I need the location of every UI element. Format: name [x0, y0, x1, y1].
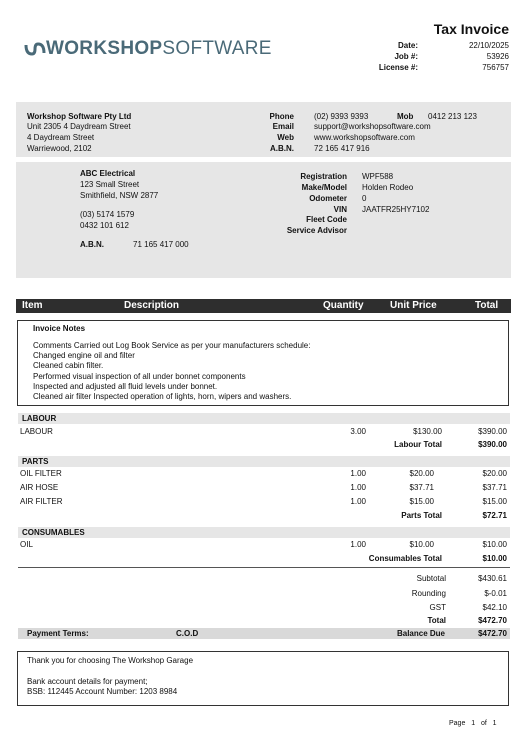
- customer-name: ABC Electrical: [80, 169, 136, 178]
- company-logo: [24, 38, 272, 60]
- page-of-label: of: [480, 720, 487, 727]
- col-quantity-header: Quantity: [323, 300, 364, 311]
- make-model-value: Holden Rodeo: [362, 183, 414, 192]
- registration-value: WPF588: [362, 172, 394, 181]
- parts-price: $20.00: [409, 469, 434, 478]
- license-value: 756757: [482, 63, 509, 72]
- mob-value: 0412 213 123: [428, 112, 477, 121]
- customer-abn-value: 71 165 417 000: [133, 240, 189, 249]
- job-label: Job #:: [394, 52, 418, 61]
- parts-qty: 1.00: [350, 469, 366, 478]
- invoice-note-line: Inspected and adjusted all fluid levels under bonnet.: [33, 382, 218, 391]
- payment-terms-label: Payment Terms:: [27, 629, 89, 638]
- consumables-section-band: [18, 527, 510, 538]
- parts-qty: 1.00: [350, 497, 366, 506]
- page-label: Page: [449, 720, 466, 727]
- thanks-text: Thank you for choosing The Workshop Garage: [27, 656, 194, 665]
- payment-terms-value: C.O.D: [176, 629, 199, 638]
- parts-price: $15.00: [409, 497, 434, 506]
- vin-value: JAATFR25HY7102: [362, 205, 430, 214]
- email-label: Email: [272, 122, 294, 131]
- invoice-note-line: Cleaned air filter Inspected operation of lights, horn, wipers and washers.: [33, 392, 292, 401]
- labour-item: LABOUR: [20, 427, 53, 436]
- consumables-total-label: Consumables Total: [368, 554, 442, 563]
- parts-total-value: $72.71: [482, 511, 507, 520]
- registration-label: Registration: [300, 172, 347, 181]
- subtotal-value: $430.61: [478, 574, 507, 583]
- balance-due-label: Balance Due: [396, 629, 445, 638]
- balance-due-value: $472.70: [478, 629, 507, 638]
- labour-heading: LABOUR: [22, 414, 57, 423]
- page-current: 1: [471, 720, 476, 727]
- invoice-note-line: Performed visual inspection of all under bonnet components: [33, 372, 246, 381]
- total-label: Total: [427, 616, 446, 625]
- company-abn-label: A.B.N.: [270, 144, 294, 153]
- invoice-title: Tax Invoice: [433, 21, 509, 37]
- bank-label: Bank account details for payment;: [27, 677, 148, 686]
- mob-label: Mob: [397, 112, 414, 121]
- col-item-header: Item: [22, 300, 43, 311]
- invoice-note-line: Cleaned cabin filter.: [33, 361, 104, 370]
- parts-item: OIL FILTER: [20, 469, 62, 478]
- total-value: $472.70: [478, 616, 507, 625]
- labour-section-band: [18, 413, 510, 424]
- invoice-notes-title: Invoice Notes: [33, 324, 86, 333]
- gst-value: $42.10: [482, 603, 507, 612]
- consumables-heading: CONSUMABLES: [22, 528, 85, 537]
- rounding-label: Rounding: [411, 589, 446, 598]
- date-label: Date:: [397, 41, 418, 50]
- labour-qty: 3.00: [350, 427, 366, 436]
- col-total-header: Total: [475, 300, 499, 311]
- labour-total: $390.00: [478, 427, 507, 436]
- consumables-price: $10.00: [409, 540, 434, 549]
- license-label: License #:: [378, 63, 418, 72]
- company-name: Workshop Software Pty Ltd: [27, 112, 132, 121]
- parts-item: AIR HOSE: [20, 483, 59, 492]
- parts-total: $15.00: [482, 497, 507, 506]
- vin-label: VIN: [333, 205, 347, 214]
- parts-total: $37.71: [482, 483, 507, 492]
- company-abn-value: 72 165 417 916: [314, 144, 370, 153]
- consumables-total: $10.00: [482, 540, 507, 549]
- subtotal-label: Subtotal: [416, 574, 446, 583]
- customer-address-2: Smithfield, NSW 2877: [80, 191, 159, 200]
- gst-label: GST: [429, 603, 446, 612]
- company-address-2: 4 Daydream Street: [27, 133, 95, 142]
- job-value: 53926: [486, 52, 509, 61]
- summary-divider: [18, 567, 510, 568]
- parts-heading: PARTS: [22, 457, 49, 466]
- customer-phone-2: 0432 101 612: [80, 221, 129, 230]
- parts-qty: 1.00: [350, 483, 366, 492]
- phone-value: (02) 9393 9393: [314, 112, 369, 121]
- parts-total: $20.00: [482, 469, 507, 478]
- web-label: Web: [277, 133, 294, 142]
- phone-label: Phone: [269, 112, 294, 121]
- consumables-qty: 1.00: [350, 540, 366, 549]
- invoice-note-line: Changed engine oil and filter: [33, 351, 135, 360]
- parts-section-band: [18, 456, 510, 467]
- consumables-total-value: $10.00: [482, 554, 507, 563]
- fleet-code-label: Fleet Code: [306, 215, 347, 224]
- labour-total-label: Labour Total: [394, 440, 442, 449]
- col-unit-price-header: Unit Price: [390, 300, 437, 311]
- col-description-header: Description: [124, 300, 180, 311]
- parts-total-label: Parts Total: [401, 511, 442, 520]
- parts-price: $37.71: [409, 483, 434, 492]
- page-indicator: [449, 720, 497, 727]
- rounding-value: $-0.01: [484, 589, 507, 598]
- date-value: 22/10/2025: [468, 41, 509, 50]
- service-advisor-label: Service Advisor: [286, 226, 347, 235]
- web-value[interactable]: www.workshopsoftware.com: [314, 133, 415, 142]
- customer-abn-label: A.B.N.: [80, 240, 104, 249]
- logo-mark-icon: [24, 41, 46, 57]
- labour-total-value: $390.00: [478, 440, 507, 449]
- odometer-value: 0: [362, 194, 367, 203]
- logo-wordmark: WORKSHOPSOFTWARE: [46, 38, 272, 59]
- labour-price: $130.00: [413, 427, 442, 436]
- odometer-label: Odometer: [309, 194, 347, 203]
- customer-phone-1: (03) 5174 1579: [80, 210, 135, 219]
- invoice-note-line: Comments Carried out Log Book Service as per your manufacturers schedule:: [33, 341, 311, 350]
- parts-item: AIR FILTER: [20, 497, 63, 506]
- consumables-item: OIL: [20, 540, 33, 549]
- page-total: 1: [492, 720, 497, 727]
- make-model-label: Make/Model: [301, 183, 347, 192]
- company-address-1: Unit 2305 4 Daydream Street: [27, 122, 131, 131]
- email-value[interactable]: support@workshopsoftware.com: [314, 122, 431, 131]
- bank-details: BSB: 112445 Account Number: 1203 8984: [27, 687, 178, 696]
- company-address-3: Warriewood, 2102: [27, 144, 92, 153]
- customer-address-1: 123 Small Street: [80, 180, 140, 189]
